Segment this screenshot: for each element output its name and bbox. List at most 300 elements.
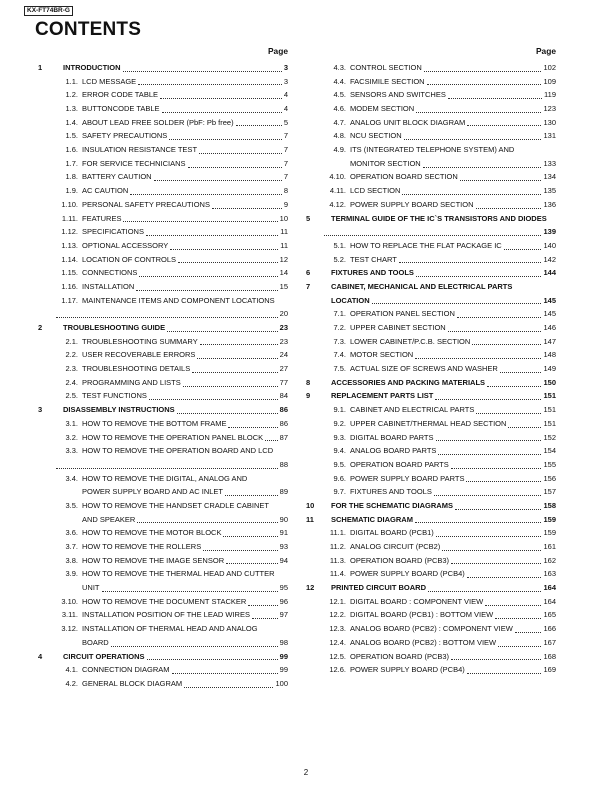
- dot-leader: [123, 220, 277, 222]
- toc-subsection[interactable]: [38, 266, 288, 280]
- toc-entry-page: 7: [283, 131, 288, 141]
- toc-entry-page: 163: [543, 569, 556, 579]
- toc-entry-page: 147: [543, 336, 556, 346]
- toc-subsection[interactable]: [38, 157, 288, 171]
- toc-subsection[interactable]: [306, 444, 556, 458]
- toc-subsection[interactable]: [38, 253, 288, 267]
- toc-entry-page: 90: [279, 514, 288, 524]
- toc-entry-page: 162: [543, 555, 556, 565]
- toc-entry-label: ANALOG UNIT BLOCK DIAGRAM: [350, 117, 466, 127]
- toc-entry-label: TEST FUNCTIONS: [82, 391, 147, 401]
- toc-subsection[interactable]: [306, 650, 556, 664]
- toc-entry-number: 1.16.: [61, 281, 78, 291]
- toc-entry-continuation[interactable]: [38, 458, 288, 472]
- toc-entry-number: 1.5.: [65, 131, 78, 141]
- toc-entry-page: 7: [283, 172, 288, 182]
- toc-entry-number: 12.3.: [329, 624, 346, 634]
- toc-entry-label: ANALOG BOARD PARTS: [350, 446, 437, 456]
- toc-entry-number: 9: [306, 391, 311, 401]
- toc-entry-number: 4.7.: [333, 117, 346, 127]
- toc-entry-label: CONTROL SECTION: [350, 62, 422, 72]
- toc-subsection[interactable]: [306, 663, 556, 677]
- toc-entry-number: 9.3.: [333, 432, 346, 442]
- toc-subsection[interactable]: [306, 253, 556, 267]
- dot-leader: [160, 97, 282, 99]
- toc-entry-label: SAFETY PRECAUTIONS: [82, 131, 168, 141]
- toc-entry-number: 12.4.: [329, 637, 346, 647]
- toc-entry-continuation[interactable]: [38, 581, 288, 595]
- toc-section[interactable]: [306, 266, 556, 280]
- toc-entry-page: 94: [279, 555, 288, 565]
- toc-entry-number: 9.1.: [333, 405, 346, 415]
- toc-entry-number: 12.5.: [329, 651, 346, 661]
- toc-entry-label: HOW TO REMOVE THE ROLLERS: [82, 542, 202, 552]
- toc-subsection[interactable]: [306, 335, 556, 349]
- toc-section[interactable]: [306, 390, 556, 404]
- toc-entry-number: 3.12.: [61, 624, 78, 634]
- dot-leader: [167, 330, 278, 332]
- toc-entry-page: 145: [543, 309, 556, 319]
- dot-leader: [404, 138, 542, 140]
- toc-entry-label: CABINET, MECHANICAL AND ELECTRICAL PARTS: [331, 281, 513, 291]
- dot-leader: [428, 590, 541, 592]
- dot-leader: [476, 207, 542, 209]
- toc-entry-page: 150: [543, 377, 556, 387]
- dot-leader: [136, 289, 277, 291]
- toc-section[interactable]: [306, 499, 556, 513]
- toc-subsection[interactable]: [306, 622, 556, 636]
- toc-entry-label: ANALOG BOARD (PCB2) : COMPONENT VIEW: [350, 624, 513, 634]
- toc-entry-number: 12: [306, 583, 315, 593]
- dot-leader: [467, 672, 542, 674]
- dot-leader: [485, 604, 541, 606]
- toc-subsection[interactable]: [38, 622, 288, 636]
- toc-subsection[interactable]: [38, 677, 288, 691]
- toc-entry-continuation[interactable]: [38, 307, 288, 321]
- toc-entry-label: UPPER CABINET SECTION: [350, 323, 446, 333]
- toc-subsection[interactable]: [306, 102, 556, 116]
- toc-entry-number: 7: [306, 281, 311, 291]
- toc-section[interactable]: [38, 61, 288, 75]
- toc-subsection[interactable]: [306, 129, 556, 143]
- dot-leader: [451, 658, 541, 660]
- toc-entry-page: 151: [543, 418, 556, 428]
- toc-subsection[interactable]: [38, 335, 288, 349]
- toc-entry-label: DIGITAL BOARD : COMPONENT VIEW: [350, 596, 484, 606]
- toc-entry-label: ERROR CODE TABLE: [82, 90, 158, 100]
- dot-leader: [184, 686, 273, 688]
- toc-entry-page: 152: [543, 432, 556, 442]
- toc-entry-page: 95: [279, 583, 288, 593]
- toc-entry-number: 9.5.: [333, 459, 346, 469]
- dot-leader: [476, 412, 541, 414]
- toc-subsection[interactable]: [306, 485, 556, 499]
- dot-leader: [467, 576, 542, 578]
- dot-leader: [436, 439, 542, 441]
- toc-entry-page: 7: [283, 158, 288, 168]
- toc-entry-page: 9: [283, 199, 288, 209]
- toc-entry-number: 1.10.: [61, 199, 78, 209]
- toc-entry-number: 8: [306, 377, 311, 387]
- toc-subsection[interactable]: [38, 376, 288, 390]
- toc-subsection[interactable]: [38, 663, 288, 677]
- toc-entry-page: 167: [543, 637, 556, 647]
- toc-subsection[interactable]: [38, 88, 288, 102]
- toc-entry-number: 7.3.: [333, 336, 346, 346]
- toc-entry-label: OPERATION BOARD SECTION: [350, 172, 458, 182]
- toc-entry-number: 1.14.: [61, 254, 78, 264]
- toc-entry-page: 165: [543, 610, 556, 620]
- toc-entry-number: 2.3.: [65, 364, 78, 374]
- toc-entry-page: 149: [543, 364, 556, 374]
- toc-subsection[interactable]: [38, 609, 288, 623]
- toc-entry-number: 3.10.: [61, 596, 78, 606]
- toc-entry-label: PERSONAL SAFETY PRECAUTIONS: [82, 199, 210, 209]
- toc-entry-label: NCU SECTION: [350, 131, 402, 141]
- toc-subsection[interactable]: [306, 348, 556, 362]
- dot-leader: [467, 124, 541, 126]
- toc-entry-page: 133: [543, 158, 556, 168]
- toc-entry-page: 131: [543, 131, 556, 141]
- toc-entry-label: HOW TO REPLACE THE FLAT PACKAGE IC: [350, 240, 502, 250]
- toc-subsection[interactable]: [306, 307, 556, 321]
- toc-entry-label: DIGITAL BOARD PARTS: [350, 432, 434, 442]
- toc-subsection[interactable]: [38, 198, 288, 212]
- toc-subsection[interactable]: [306, 143, 556, 157]
- toc-entry-label: FACSIMILE SECTION: [350, 76, 425, 86]
- toc-entry-page: 23: [279, 323, 288, 333]
- toc-entry-continuation[interactable]: [38, 513, 288, 527]
- toc-entry-label: BUTTONCODE TABLE: [82, 104, 160, 114]
- toc-entry-label: DIGITAL BOARD (PCB1): [350, 528, 434, 538]
- toc-entry-label: CONNECTION DIAGRAM: [82, 665, 170, 675]
- toc-entry-label: SENSORS AND SWITCHES: [350, 90, 446, 100]
- toc-subsection[interactable]: [38, 171, 288, 185]
- toc-entry-page: 96: [279, 596, 288, 606]
- toc-entry-number: 1.6.: [65, 145, 78, 155]
- toc-entry-continuation[interactable]: [306, 157, 556, 171]
- dot-leader: [448, 97, 542, 99]
- toc-subsection[interactable]: [306, 540, 556, 554]
- dot-leader: [192, 371, 277, 373]
- dot-leader: [188, 166, 282, 168]
- page-column-header: Page: [535, 46, 556, 56]
- toc-entry-number: 1.11.: [61, 213, 78, 223]
- toc-entry-label: PRINTED CIRCUIT BOARD: [331, 583, 426, 593]
- toc-entry-page: 142: [543, 254, 556, 264]
- toc-section[interactable]: [306, 376, 556, 390]
- toc-entry-number: 12.1.: [329, 596, 346, 606]
- toc-subsection[interactable]: [38, 431, 288, 445]
- toc-subsection[interactable]: [306, 362, 556, 376]
- toc-entry-number: 4.2.: [65, 678, 78, 688]
- dot-leader: [498, 645, 541, 647]
- toc-subsection[interactable]: [38, 390, 288, 404]
- toc-entry-label: UPPER CABINET/THERMAL HEAD SECTION: [350, 418, 507, 428]
- toc-section[interactable]: [306, 212, 556, 226]
- toc-entry-number: 4.12.: [329, 199, 346, 209]
- toc-subsection[interactable]: [38, 595, 288, 609]
- toc-subsection[interactable]: [38, 280, 288, 294]
- toc-entry-number: 1.2.: [65, 90, 78, 100]
- toc-subsection[interactable]: [306, 431, 556, 445]
- toc-subsection[interactable]: [38, 143, 288, 157]
- toc-entry-continuation[interactable]: [38, 636, 288, 650]
- toc-entry-number: 1.7.: [65, 158, 78, 168]
- toc-subsection[interactable]: [306, 321, 556, 335]
- toc-subsection[interactable]: [38, 294, 288, 308]
- toc-entry-number: 1.17.: [61, 295, 78, 305]
- toc-subsection[interactable]: [38, 129, 288, 143]
- toc-entry-continuation[interactable]: [306, 225, 556, 239]
- dot-leader: [427, 83, 542, 85]
- dot-leader: [236, 124, 282, 126]
- toc-entry-page: 148: [543, 350, 556, 360]
- toc-entry-number: 1.15.: [61, 268, 78, 278]
- toc-entry-page: 5: [283, 117, 288, 127]
- toc-entry-label: ITS (INTEGRATED TELEPHONE SYSTEM) AND: [350, 145, 515, 155]
- dot-leader: [149, 398, 278, 400]
- dot-leader: [223, 535, 277, 537]
- toc-entry-page: 140: [543, 240, 556, 250]
- toc-subsection[interactable]: [306, 526, 556, 540]
- dot-leader: [102, 590, 278, 592]
- toc-entry-page: 136: [543, 199, 556, 209]
- toc-entry-label: SPECIFICATIONS: [82, 227, 144, 237]
- dot-leader: [200, 343, 278, 345]
- toc-entry-label: POWER SUPPLY BOARD (PCB4): [350, 569, 465, 579]
- toc-subsection[interactable]: [306, 198, 556, 212]
- dot-leader: [372, 302, 542, 304]
- dot-leader: [457, 316, 542, 318]
- toc-entry-label: MOTOR SECTION: [350, 350, 414, 360]
- toc-entry-label: OPERATION BOARD PARTS: [350, 459, 449, 469]
- toc-subsection[interactable]: [38, 499, 288, 513]
- toc-subsection[interactable]: [38, 116, 288, 130]
- toc-subsection[interactable]: [306, 636, 556, 650]
- toc-entry-label: HOW TO REMOVE THE DIGITAL, ANALOG AND: [82, 473, 248, 483]
- toc-entry-number: 2: [38, 323, 43, 333]
- dot-leader: [416, 111, 541, 113]
- toc-entry-label: CONNECTIONS: [82, 268, 138, 278]
- toc-entry-label: DISASSEMBLY INSTRUCTIONS: [63, 405, 175, 415]
- toc-entry-page: 161: [543, 542, 556, 552]
- dot-leader: [138, 83, 282, 85]
- toc-entry-page: 151: [543, 391, 556, 401]
- toc-section[interactable]: [306, 280, 556, 294]
- toc-subsection[interactable]: [306, 184, 556, 198]
- toc-entry-continuation[interactable]: [38, 485, 288, 499]
- toc-subsection[interactable]: [38, 567, 288, 581]
- toc-subsection[interactable]: [38, 102, 288, 116]
- toc-entry-page: 130: [543, 117, 556, 127]
- toc-entry-label: MAINTENANCE ITEMS AND COMPONENT LOCATIONS: [82, 295, 275, 305]
- toc-subsection[interactable]: [306, 61, 556, 75]
- toc-entry-label: HOW TO REMOVE THE BOTTOM FRAME: [82, 418, 227, 428]
- toc-entry-page: 166: [543, 624, 556, 634]
- toc-entry-page: 98: [279, 637, 288, 647]
- toc-entry-page: 146: [543, 323, 556, 333]
- toc-section[interactable]: [38, 403, 288, 417]
- toc-entry-label: INSTALLATION: [82, 281, 135, 291]
- toc-subsection[interactable]: [306, 239, 556, 253]
- toc-entry-number: 11.3.: [329, 555, 346, 565]
- toc-subsection[interactable]: [38, 526, 288, 540]
- dot-leader: [438, 453, 541, 455]
- dot-leader: [178, 261, 278, 263]
- toc-entry-label: OPERATION PANEL SECTION: [350, 309, 455, 319]
- dot-leader: [177, 412, 278, 414]
- toc-entry-number: 9.4.: [333, 446, 346, 456]
- dot-leader: [146, 234, 278, 236]
- toc-entry-number: 4.5.: [333, 90, 346, 100]
- dot-leader: [508, 426, 541, 428]
- toc-entry-label: AC CAUTION: [82, 186, 129, 196]
- toc-entry-page: 86: [279, 405, 288, 415]
- dot-leader: [448, 330, 542, 332]
- dot-leader: [515, 631, 542, 633]
- toc-entry-label: HOW TO REMOVE THE IMAGE SENSOR: [82, 555, 225, 565]
- toc-entry-number: 1.8.: [65, 172, 78, 182]
- toc-entry-label: HOW TO REMOVE THE MOTOR BLOCK: [82, 528, 222, 538]
- toc-entry-number: 3.6.: [65, 528, 78, 538]
- toc-entry-page: 12: [279, 254, 288, 264]
- toc-subsection[interactable]: [38, 212, 288, 226]
- model-tag: KX-FT74BR-G: [24, 6, 73, 16]
- toc-subsection[interactable]: [38, 554, 288, 568]
- toc-entry-page: 157: [543, 487, 556, 497]
- dot-leader: [402, 193, 541, 195]
- dot-leader: [265, 439, 278, 441]
- toc-entry-number: 4.8.: [333, 131, 346, 141]
- toc-subsection[interactable]: [306, 609, 556, 623]
- toc-subsection[interactable]: [306, 554, 556, 568]
- toc-entry-label: INSTALLATION POSITION OF THE LEAD WIRES: [82, 610, 250, 620]
- toc-entry-label: CABINET AND ELECTRICAL PARTS: [350, 405, 475, 415]
- dot-leader: [172, 672, 278, 674]
- dot-leader: [500, 371, 542, 373]
- toc-entry-page: 89: [279, 487, 288, 497]
- toc-subsection[interactable]: [38, 417, 288, 431]
- toc-entry-number: 3.5.: [65, 500, 78, 510]
- dot-leader: [424, 70, 542, 72]
- toc-section[interactable]: [306, 581, 556, 595]
- toc-subsection[interactable]: [306, 595, 556, 609]
- toc-subsection[interactable]: [38, 472, 288, 486]
- toc-entry-page: 20: [279, 309, 288, 319]
- toc-subsection[interactable]: [38, 225, 288, 239]
- dot-leader: [435, 398, 541, 400]
- toc-subsection[interactable]: [38, 75, 288, 89]
- toc-entry-number: 4.11.: [329, 186, 346, 196]
- toc-entry-number: 4.3.: [333, 62, 346, 72]
- dot-leader: [436, 535, 542, 537]
- toc-entry-number: 9.6.: [333, 473, 346, 483]
- toc-entry-label: HOW TO REMOVE THE HANDSET CRADLE CABINET: [82, 500, 269, 510]
- toc-entry-number: 11: [306, 514, 314, 524]
- toc-entry-label: MONITOR SECTION: [350, 158, 421, 168]
- toc-entry-label: INSULATION RESISTANCE TEST: [82, 145, 198, 155]
- toc-entry-label: DIGITAL BOARD (PCB1) : BOTTOM VIEW: [350, 610, 494, 620]
- dot-leader: [399, 261, 542, 263]
- dot-leader: [455, 508, 542, 510]
- dot-leader: [139, 275, 277, 277]
- toc-entry-label: TROUBLESHOOTING GUIDE: [63, 323, 166, 333]
- toc-subsection[interactable]: [306, 403, 556, 417]
- dot-leader: [147, 658, 278, 660]
- toc-entry-number: 4.6.: [333, 104, 346, 114]
- dot-leader: [154, 179, 282, 181]
- toc-entry-label: REPLACEMENT PARTS LIST: [331, 391, 434, 401]
- toc-entry-label: HOW TO REMOVE THE THERMAL HEAD AND CUTTER: [82, 569, 275, 579]
- toc-entry-label: OPTIONAL ACCESSORY: [82, 240, 169, 250]
- toc-entry-label: BOARD: [82, 637, 109, 647]
- toc-entry-continuation[interactable]: [306, 294, 556, 308]
- toc-entry-number: 2.5.: [65, 391, 78, 401]
- toc-entry-label: ACTUAL SIZE OF SCREWS AND WASHER: [350, 364, 498, 374]
- toc-entry-label: USER RECOVERABLE ERRORS: [82, 350, 196, 360]
- toc-entry-page: 7: [283, 145, 288, 155]
- toc-subsection[interactable]: [38, 444, 288, 458]
- toc-entry-number: 7.5.: [333, 364, 346, 374]
- toc-entry-number: 4.9.: [333, 145, 346, 155]
- toc-entry-label: LOCATION: [331, 295, 370, 305]
- dot-leader: [415, 521, 542, 523]
- toc-entry-number: 3.1.: [65, 418, 78, 428]
- toc-subsection[interactable]: [306, 75, 556, 89]
- toc-subsection[interactable]: [306, 88, 556, 102]
- toc-entry-number: 1.12.: [61, 227, 78, 237]
- toc-entry-page: 86: [279, 418, 288, 428]
- toc-entry-page: 119: [544, 90, 556, 100]
- toc-subsection[interactable]: [306, 171, 556, 185]
- toc-entry-label: HOW TO REMOVE THE DOCUMENT STACKER: [82, 596, 247, 606]
- toc-subsection[interactable]: [38, 184, 288, 198]
- toc-subsection[interactable]: [306, 567, 556, 581]
- page-number: 2: [303, 768, 309, 777]
- toc-entry-number: 9.7.: [333, 487, 346, 497]
- toc-subsection[interactable]: [306, 116, 556, 130]
- dot-leader: [212, 207, 282, 209]
- toc-entry-page: 15: [279, 281, 288, 291]
- toc-entry-number: 7.4.: [333, 350, 346, 360]
- dot-leader: [56, 316, 278, 318]
- toc-entry-page: 23: [279, 336, 288, 346]
- toc-section[interactable]: [38, 650, 288, 664]
- toc-subsection[interactable]: [306, 417, 556, 431]
- toc-section[interactable]: [306, 513, 556, 527]
- toc-entry-label: CIRCUIT OPERATIONS: [63, 651, 145, 661]
- toc-entry-label: LCD MESSAGE: [82, 76, 137, 86]
- dot-leader: [466, 480, 541, 482]
- toc-entry-label: TROUBLESHOOTING SUMMARY: [82, 336, 198, 346]
- toc-entry-number: 5: [306, 213, 311, 223]
- dot-leader: [451, 562, 541, 564]
- toc-subsection[interactable]: [38, 362, 288, 376]
- toc-section[interactable]: [38, 321, 288, 335]
- toc-entry-page: 77: [279, 377, 288, 387]
- toc-subsection[interactable]: [306, 458, 556, 472]
- toc-subsection[interactable]: [38, 239, 288, 253]
- toc-entry-number: 1: [38, 62, 43, 72]
- toc-subsection[interactable]: [306, 472, 556, 486]
- toc-subsection[interactable]: [38, 540, 288, 554]
- toc-entry-number: 7.1.: [333, 309, 346, 319]
- toc-entry-page: 144: [543, 268, 556, 278]
- dot-leader: [123, 70, 282, 72]
- toc-entry-label: PROGRAMMING AND LISTS: [82, 377, 181, 387]
- toc-subsection[interactable]: [38, 348, 288, 362]
